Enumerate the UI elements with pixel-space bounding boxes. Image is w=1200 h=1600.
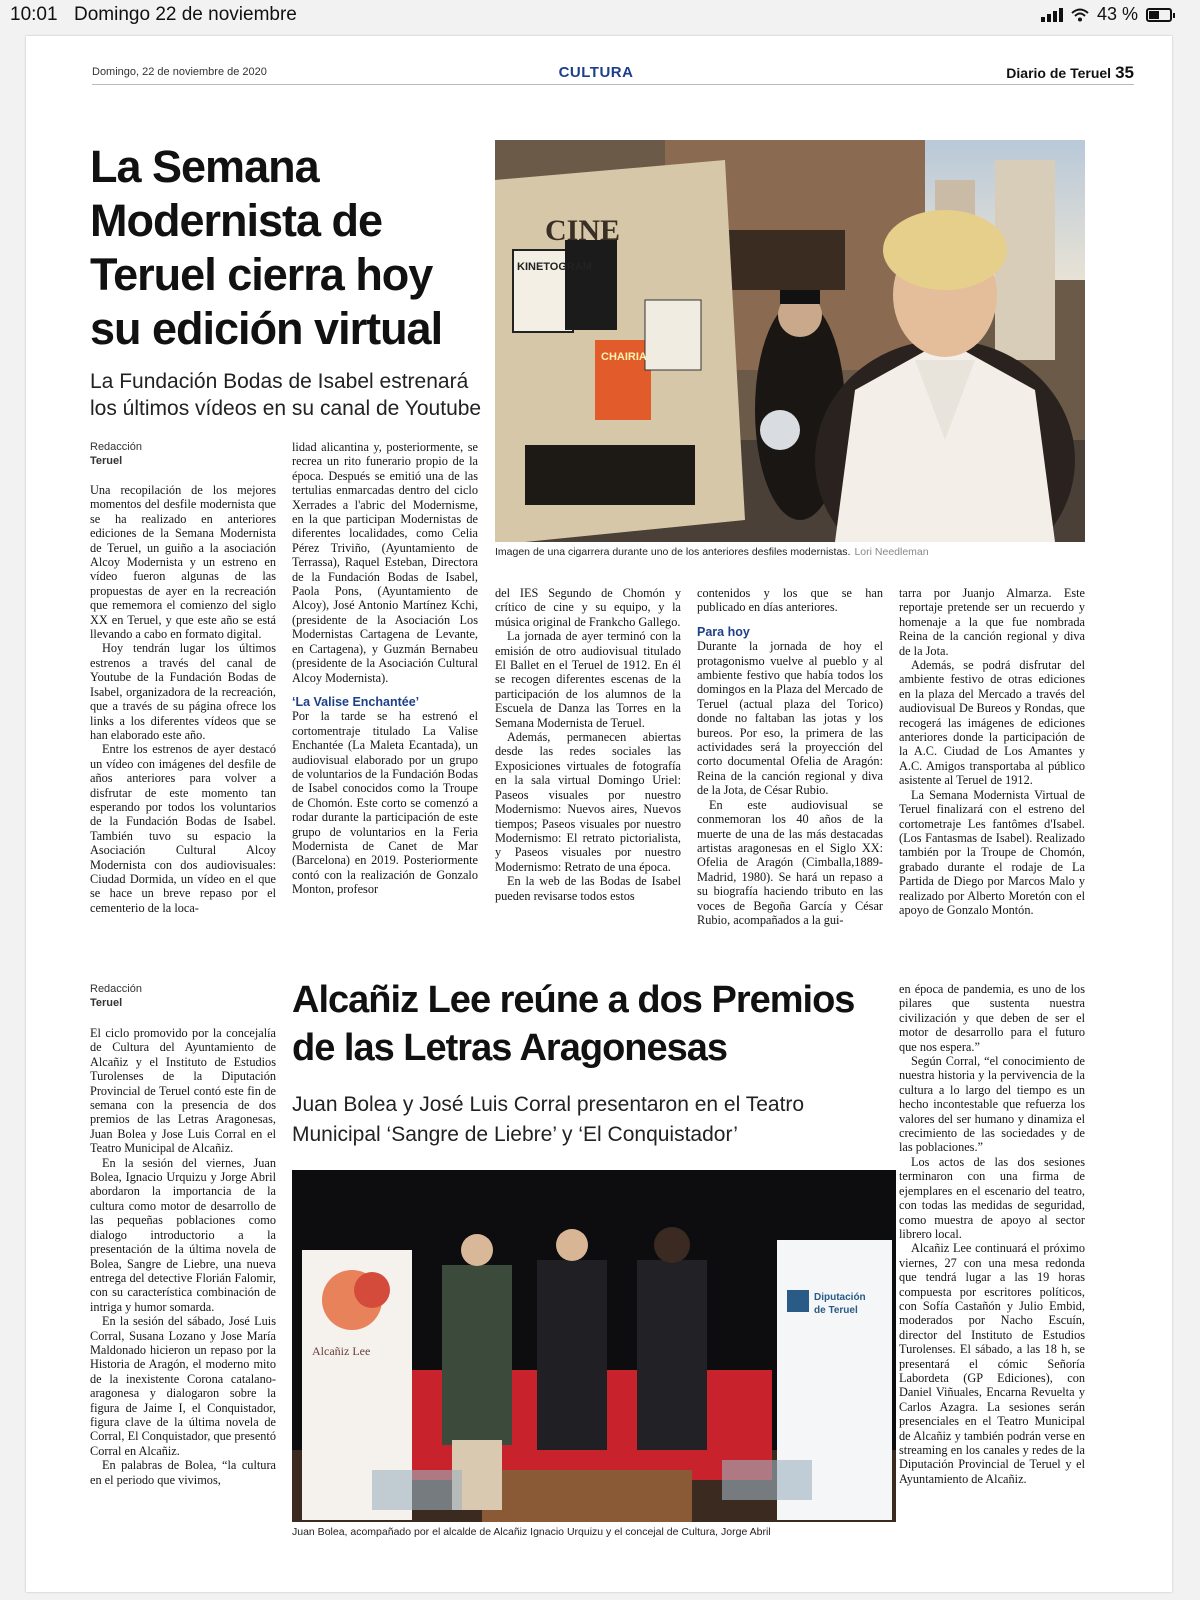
paragraph: En la sesión del viernes, Juan Bolea, Ignacio Urquizu y Jorge Abril abordaron la importancia de la cultura como motor de desarrollo de las pequeñas poblaciones como dialogo introductorio a la presentación de la última novela de Bolea, Sangre de Liebre, una nueva entrega del detective Florián Falomir, con su característica combinación de intriga y humor somarda. — [90, 1155, 276, 1314]
paragraph: Por la tarde se ha estrenó el cortomentraje titulado La Valise Enchantée (La Maleta Ecantada), un audiovisual elaborado por un grupo de voluntarios de la Fundación Bodas de Isabel conocidos como la Troupe de Chomón. Este corto se comenzó a rodar durante la participación de este grupo de voluntarios en la Feria Modernista de Canet de Mar (Barcelona) en 2019. Posteriormente contó con la realización de Gonzalo Monton, profesor — [292, 709, 478, 897]
article1-subtitle-line: La Fundación Bodas de Isabel estrenará — [90, 370, 469, 393]
byline-place: Teruel — [90, 997, 123, 1009]
paragraph: contenidos y los que se han publicado en días anteriores. — [697, 586, 883, 615]
article1-photo — [495, 140, 1085, 542]
paragraph: Además, permanecen abiertas desde las redes sociales las Exposiciones virtuales de fotografía en la sala virtual Domingo Uriel: Paseos visuales por nuestro Modernismo: Nuevos aires, Nuevos tiempos; Paseos visuales por nuestro Modernismo: El retrato pictorialista, y Paseos visuales por nuestro Modernismo: Retrato de una época. — [495, 730, 681, 874]
article2-column-2 — [899, 982, 1085, 1486]
paragraph: Los actos de las dos sesiones terminaron con una firma de ejemplares en el escenario del teatro, con todas las medidas de seguridad, como muestra de apoyo al sector librero local. — [899, 1154, 1085, 1241]
paragraph: Una recopilación de los mejores momentos del desfile modernista que se ha realizado en anteriores ediciones de la Semana Modernista de Teruel, un guiño a la asociación Alcoy Modernista y un estreno en vídeo fueron algunas de las propuestas de ayer en la recreación que rememora el comienzo del siglo XX en Teruel, y que este año se está llevando a cabo en formato digital. — [90, 483, 276, 642]
article2-title-line: Alcañiz Lee reúne a dos Premios — [292, 979, 855, 1021]
article2-subtitle-line: Municipal ‘Sangre de Liebre’ y ‘El Conquistador’ — [292, 1123, 738, 1146]
article1-column-2 — [292, 440, 478, 897]
subheading: ‘La Valise Enchantée’ — [292, 694, 420, 709]
paragraph: Además, se podrá disfrutar del ambiente festivo de otras ediciones en la plaza del Mercado a través del audiovisual De Bureos y Rondas, que recogerá las imágenes de ediciones anteriores donde la participación de la A.C. Ciudad de Los Amantes y A.C. Amigos transportaba al público asistente al Teruel de 1912. — [899, 658, 1085, 788]
signal-icon — [1041, 8, 1063, 22]
status-bar — [0, 0, 1200, 30]
paragraph: La jornada de ayer terminó con la emisión de otro audiovisual titulado El Ballet en el Teruel de 1912. En él se recogen diferentes escenas de la participación de los alumnos de la Escuela de Danza las Torres en la Semana Modernista de Teruel. — [495, 629, 681, 730]
poster-text: CINE — [545, 214, 621, 247]
article1-column-1 — [90, 483, 276, 915]
paragraph: El ciclo promovido por la concejalía de Cultura del Ayuntamiento de Alcañiz y el Instituto de Estudios Turolenses de la Diputación Provincial de Teruel contó este fin de semana con la presencia de dos premios de las Letras Aragonesas, Juan Bolea y Jose Luis Corral en el Teatro Municipal de Alcañiz. — [90, 1026, 276, 1156]
status-date: Domingo 22 de noviembre — [74, 4, 297, 25]
paragraph: lidad alicantina y, posteriormente, se recrea un rito funerario propio de la época. Después se emitió una de las tertulias enmarcadas dentro del ciclo Xerrades a l'abric del Modernisme, en la que participan Modernistas de diferentes localidades, como Celia Pérez Triviño, (Ayuntamiento de Terrassa), Raquel Esteban, Directora de la Fundación Bodas de Isabel, Paola Pons, (Ayuntamiento de Alcoy), José Antonio Martínez Kchi, (presidente de la Asociación Los Modernistas Cartagena de Levante, en Cartagena), y Guzmán Bernabeu (presidente de la Asociación Cultural Alcoy Modernista). — [292, 440, 478, 685]
paragraph: En la web de las Bodas de Isabel pueden revisarse todos estos — [495, 874, 681, 903]
paragraph: Alcañiz Lee continuará el próximo viernes, 27 con una mesa redonda que tendrá lugar a las 19 horas compuesta por escritores políticos, con Sofía Castañón y Julio Embid, moderados por Nacho Escuín, director del Instituto de Estudios Turolenses. El sábado, a las 18 h, se presentará el cómic Señoría Labordeta (GP Ediciones), con Daniel Viñuales, Encarna Revuelta y Carlos Azagra. La sesiones serán presenciales en el Teatro Municipal de Alcañiz y también podrán verse en streaming en los canales y redes de la Diputación Provincial de Teruel y el Ayuntamiento de Alcañiz. — [899, 1241, 1085, 1486]
banner-left-text: Alcañiz Lee — [312, 1344, 371, 1358]
battery-icon — [1146, 8, 1172, 22]
paragraph: Hoy tendrán lugar los últimos estrenos a través del canal de Youtube de la Fundación Bodas de Isabel, organizadora de la recreación, que a través de su página ofrece los links a los diferentes vídeos que se han elaborado este año. — [90, 641, 276, 742]
battery-percent: 43 % — [1096, 4, 1138, 24]
paragraph: En la sesión del sábado, José Luis Corral, Susana Lozano y Jose María Maldonado hicieron un repaso por la Historia de Aragón, el moderno mito de la inexistente Corona catalano-aragonesa y dialogaron sobre la figura de Jaime I, el Conquistador, figura clave de la última novela de Corral, El Conquistador, que presentó Corral en Alcañiz. — [90, 1314, 276, 1458]
wifi-icon — [1071, 8, 1089, 22]
article1-photo-illustration — [495, 140, 1085, 542]
caption-text: Imagen de una cigarrera durante uno de los anteriores desfiles modernistas. — [495, 546, 851, 558]
article1-column-4 — [697, 586, 883, 927]
article1-photo-caption — [495, 546, 1095, 558]
article2-subtitle-line: Juan Bolea y José Luis Corral presentaron en el Teatro — [292, 1093, 805, 1116]
page-number: 35 — [1115, 63, 1134, 82]
header-divider — [92, 84, 1134, 85]
byline-label: Redacción — [90, 441, 142, 453]
article1-title — [90, 140, 490, 356]
paragraph: en época de pandemia, es uno de los pilares que sustenta nuestra civilización y que deben de ser el motor de desarrollo para el futuro que nos espera.” — [899, 982, 1085, 1054]
status-indicators — [1041, 4, 1172, 25]
article2-photo-illustration — [292, 1170, 896, 1522]
article1-subtitle-line: los últimos vídeos en su canal de Youtube — [90, 397, 482, 420]
byline-place: Teruel — [90, 455, 123, 467]
photo-credit: Lori Needleman — [854, 546, 929, 558]
article1-title-line: La Semana — [90, 141, 319, 192]
article2-subtitle — [292, 1090, 902, 1150]
brand-name: Diario de Teruel — [1006, 65, 1112, 81]
newspaper-brand — [1006, 63, 1134, 83]
subheading: Para hoy — [697, 624, 750, 639]
paragraph: Entre los estrenos de ayer destacó un vídeo con imágenes del desfile de años anteriores para volver a disfrutar de este momento tan esperando por todos los voluntarios de la Fundación Bodas de Isabel. También tuvo su espacio la Asociación Cultural Alcoy Modernista con dos audiovisuales: Ciudad Dormida, un vídeo en el que se hace un breve repaso por el cementerio de la loca- — [90, 742, 276, 915]
article2-title-line: de las Letras Aragonesas — [292, 1027, 728, 1069]
banner-right-text: de Teruel — [814, 1305, 858, 1316]
section-title: CULTURA — [558, 64, 634, 81]
newspaper-page — [26, 36, 1172, 1592]
paragraph: Según Corral, “el conocimiento de nuestra historia y la pervivencia de la cultura a lo largo del tiempo es un hecho incontestable que refuerza los valores del ser humano y dinamiza el crecimiento de las sociedades y de las poblaciones.” — [899, 1054, 1085, 1155]
article1-column-3 — [495, 586, 681, 903]
article2-photo — [292, 1170, 896, 1522]
paragraph: En palabras de Bolea, “la cultura en el periodo que vivimos, — [90, 1458, 276, 1487]
paragraph: La Semana Modernista Virtual de Teruel finalizará con el estreno del cortometraje Les fantômes d'Isabel. (Los Fantasmas de Isabel). Realizado también por la Troupe de Chomón, grabado durante el rodaje de La Partida de Diego por Marcos Malo y realizado por Alberto Moretón con el apoyo de Gonzalo Montón. — [899, 787, 1085, 917]
paragraph: En este audiovisual se conmemoran los 40 años de la muerte de una de las más destacadas artistas aragonesas en el Siglo XX: Ofelia de Aragón (Cimballa,1889-Madrid, 1980). Se hará un repaso a su biografía haciendo tributo en las voces de Begoña García y César Rubio, acompañados a la gui- — [697, 797, 883, 927]
article2-byline — [90, 982, 142, 1010]
article1-title-line: Teruel cierra hoy — [90, 249, 433, 300]
article1-subtitle — [90, 368, 510, 422]
paragraph: tarra por Juanjo Almarza. Este reportaje pretende ser un recuerdo y homenaje a la que fue nombrada Reina de la canción regional y diva de la Jota. — [899, 586, 1085, 658]
banner-right-text: Diputación — [814, 1292, 866, 1303]
paragraph: Durante la jornada de hoy el protagonismo vuelve al pueblo y al ambiente festivo que había todos los domingos en la Plaza del Mercado de Teruel (actual plaza del Torico) donde no faltaban las jotas y los bureos. Por eso, la primera de las actividades será la proyección del corto documental Ofelia de Aragón: Reina de la canción regional y diva de la Jota, de César Rubio. — [697, 639, 883, 798]
paragraph: del IES Segundo de Chomón y crítico de cine y su equipo, y la música original de Frankcho Gallego. — [495, 586, 681, 629]
article1-byline — [90, 440, 142, 468]
page-date: Domingo, 22 de noviembre de 2020 — [92, 66, 267, 78]
article2-column-1 — [90, 1026, 276, 1487]
status-time: 10:01 — [10, 4, 58, 25]
article2-photo-caption: Juan Bolea, acompañado por el alcalde de Alcañiz Ignacio Urquizu y el concejal de Cultura, Jorge Abril — [292, 1526, 771, 1538]
article1-column-5 — [899, 586, 1085, 917]
article1-title-line: Modernista de — [90, 195, 383, 246]
article2-title — [292, 976, 902, 1072]
poster-text: CHAIRIA — [601, 351, 647, 363]
article1-title-line: su edición virtual — [90, 303, 443, 354]
byline-label: Redacción — [90, 983, 142, 995]
poster-text: KINETOGRAM — [517, 261, 592, 273]
